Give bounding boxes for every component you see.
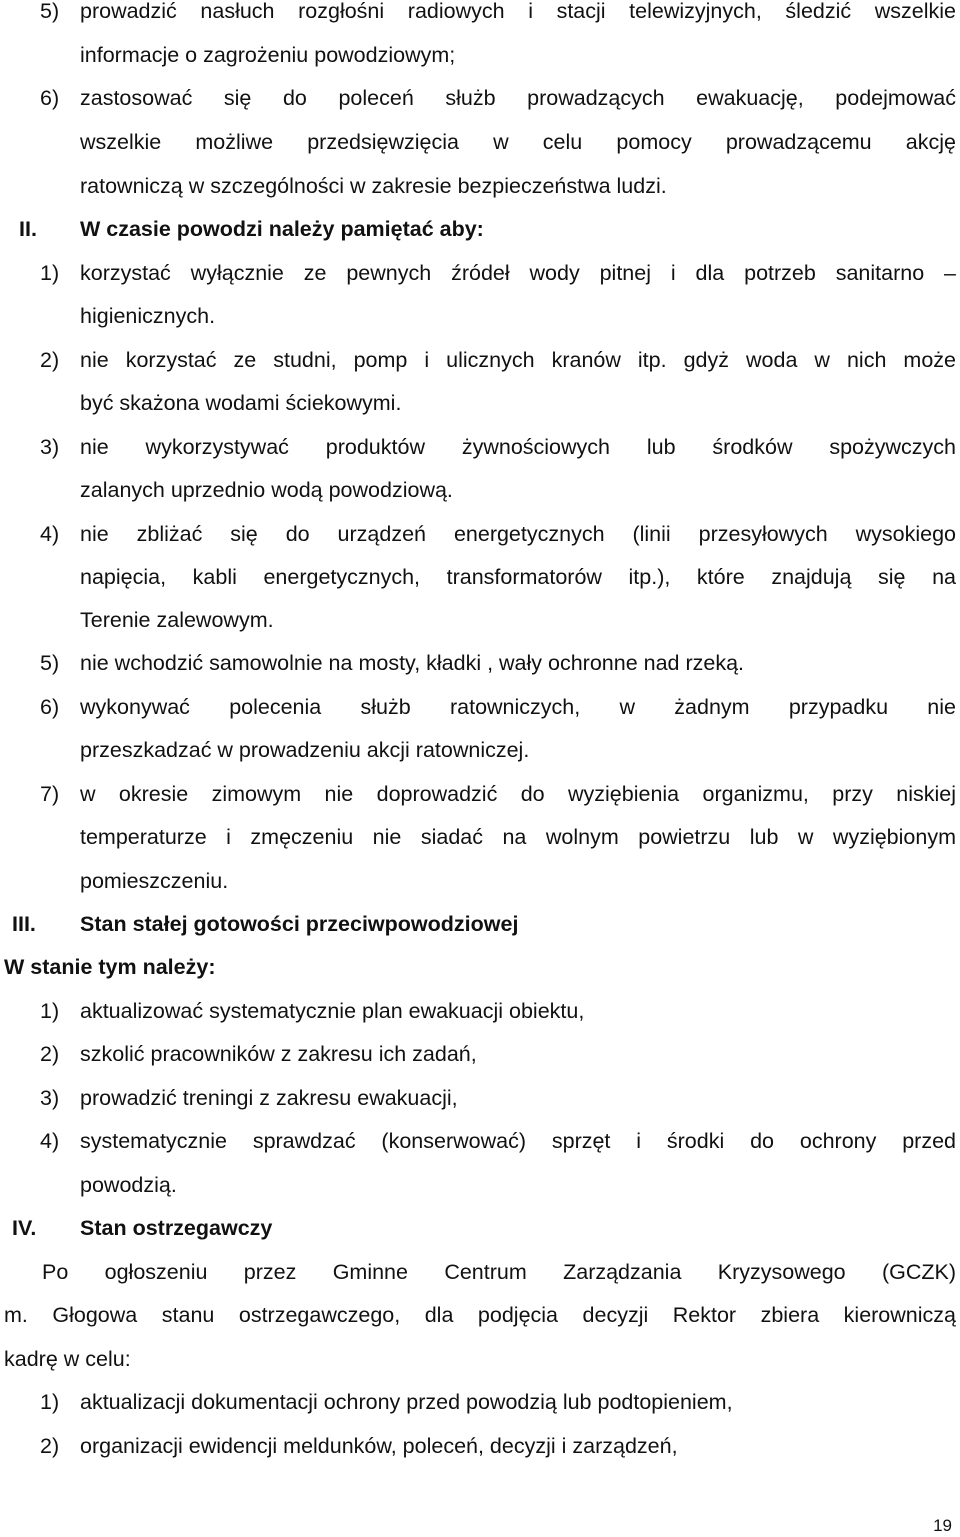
text-line: być skażona wodami ściekowymi. [80,391,402,415]
text-line: napięcia, kabli energetycznych, transformatorów itp.), które znajdują się na [80,565,956,589]
text-line: higienicznych. [80,304,216,328]
paragraph-line: Po ogłoszeniu przez Gminne Centrum Zarządzania Kryzysowego (GCZK) [42,1260,956,1284]
list-number: 7) [40,782,60,806]
section-number: III. [12,912,36,936]
paragraph-line: m. Głogowa stanu ostrzegawczego, dla podjęcia decyzji Rektor zbiera kierowniczą [4,1303,956,1327]
text-line: aktualizacji dokumentacji ochrony przed powodzią lub podtopieniem, [80,1390,733,1414]
list-number: 6) [40,695,60,719]
section-title: Stan ostrzegawczy [80,1216,273,1240]
list-number: 1) [40,261,60,285]
text-line: prowadzić treningi z zakresu ewakuacji, [80,1086,458,1110]
text-line: przeszkadzać w prowadzeniu akcji ratowniczej. [80,738,530,762]
text-line: wykonywać polecenia służb ratowniczych, w żadnym przypadku nie [80,695,956,719]
text-line: nie korzystać ze studni, pomp i ulicznych kranów itp. gdyż woda w nich może [80,348,956,372]
text-line: szkolić pracowników z zakresu ich zadań, [80,1042,477,1066]
list-number: 5) [40,651,60,675]
text-line: temperaturze i zmęczeniu nie siadać na wolnym powietrzu lub w wyziębionym [80,825,956,849]
section-number: II. [19,217,37,241]
text-line: wszelkie możliwe przedsięwzięcia w celu pomocy prowadzącemu akcję [80,130,956,154]
list-number: 4) [40,1129,60,1153]
list-number: 6) [40,86,60,110]
text-line: nie zbliżać się do urządzeń energetycznych (linii przesyłowych wysokiego [80,522,956,546]
list-number: 1) [40,1390,60,1414]
text-line: zalanych uprzednio wodą powodziową. [80,478,453,502]
text-line: systematycznie sprawdzać (konserwować) sprzęt i środki do ochrony przed [80,1129,956,1153]
section-lead: W stanie tym należy: [4,955,216,979]
text-line: nie wchodzić samowolnie na mosty, kładki , wały ochronne nad rzeką. [80,651,745,675]
section-number: IV. [12,1216,37,1240]
list-number: 5) [40,0,60,23]
list-number: 1) [40,999,60,1023]
text-line: korzystać wyłącznie ze pewnych źródeł wody pitnej i dla potrzeb sanitarno – [80,261,956,285]
section-title: W czasie powodzi należy pamiętać aby: [80,217,484,241]
list-number: 4) [40,522,60,546]
text-line: w okresie zimowym nie doprowadzić do wyziębienia organizmu, przy niskiej [80,782,956,806]
text-line: aktualizować systematycznie plan ewakuacji obiektu, [80,999,585,1023]
text-line: informacje o zagrożeniu powodziowym; [80,43,456,67]
list-number: 3) [40,435,60,459]
list-number: 2) [40,1434,60,1458]
text-line: powodzią. [80,1173,177,1197]
list-number: 3) [40,1086,60,1110]
page-number: 19 [933,1516,952,1535]
text-line: organizacji ewidencji meldunków, poleceń, decyzji i zarządzeń, [80,1434,678,1458]
text-line: ratowniczą w szczególności w zakresie bezpieczeństwa ludzi. [80,174,667,198]
text-line: nie wykorzystywać produktów żywnościowych lub środków spożywczych [80,435,956,459]
text-line: Terenie zalewowym. [80,608,274,632]
list-number: 2) [40,348,60,372]
paragraph-line: kadrę w celu: [4,1347,131,1371]
text-line: prowadzić nasłuch rozgłośni radiowych i stacji telewizyjnych, śledzić wszelkie [80,0,956,23]
section-title: Stan stałej gotowości przeciwpowodziowej [80,912,519,936]
text-line: pomieszczeniu. [80,869,229,893]
list-number: 2) [40,1042,60,1066]
text-line: zastosować się do poleceń służb prowadzących ewakuację, podejmować [80,86,956,110]
